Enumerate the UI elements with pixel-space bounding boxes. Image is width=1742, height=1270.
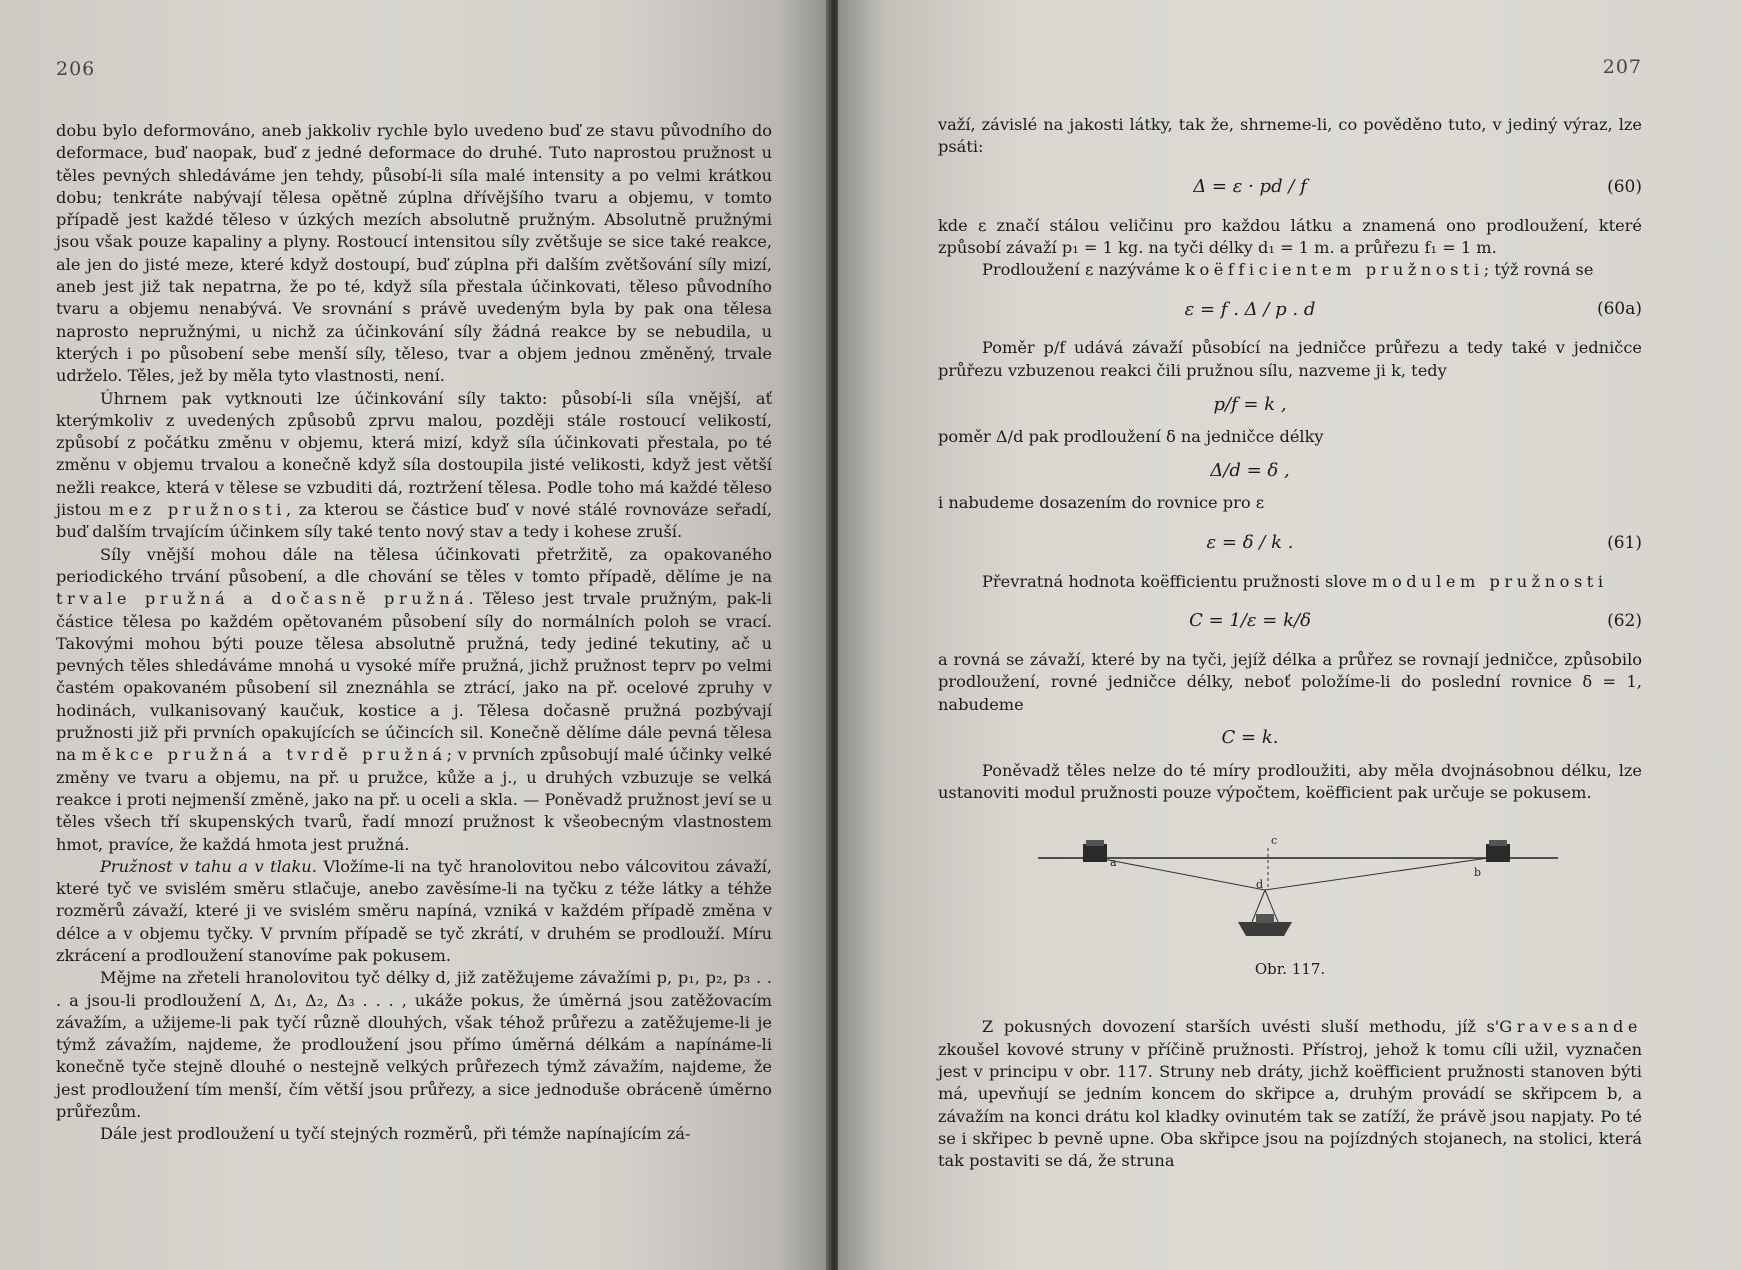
- paragraph: dobu bylo deformováno, aneb jakkoliv rychle bylo uvedeno buď ze stavu původního do deformace, buď naopak, buď z jedné deformace do druhé. Tuto naprostou pružnost u těles pevných shledáváme jen tehdy, působí-li síla malé intensity a po velmi krátkou dobu; tenkráte nabývají tělesa opětně zúplna dřívějšího tvaru a objemu, v tomto případě jest každé těleso v úzkých mezích absolutně pružným. Absolutně pružnými jsou však pouze kapaliny a plyny. Rostoucí intensitou síly zvětšuje se sice také reakce, ale jen do jisté meze, které když dostoupí, buď zúplna při dalším zvětšování síly mizí, aneb jest již tak nepatrna, že po té, když síla přestala účinkovati, těleso původního tvaru a objemu nenabývá. Ve srovnání s právě uvedeným byla by pak ona tělesa naprosto nepružnými, u nichž za účinkování síly žádná reakce by se nebudila, u kterých i po působení sebe menší síly, těleso, tvar a objem jednou změněný, trvale udrželo. Těles, jež by měla tyto vlastnosti, není.: [56, 121, 772, 386]
- equation-k: [938, 382, 1642, 426]
- text-run: Síly vnější mohou dále na tělesa účinkovati přetržitě, za opakovaného periodického trvání působení, a dle chování se těles v tomto případě, dělíme je na: [56, 544, 772, 586]
- weight: [1256, 914, 1274, 923]
- equation-text: ε = δ / k .: [1206, 532, 1294, 554]
- paragraph: a rovná se závaží, které by na tyči, jejíž délka a průřez se rovnají jedničce, způsobilo prodloužení, rovné jedničce délky, neboť položíme-li do poslední rovnice δ = 1, nabudeme: [938, 649, 1642, 714]
- clamp-a: [1083, 844, 1107, 862]
- spaced-term: Gravesande: [1499, 1017, 1642, 1037]
- equation-text: Δ = ε · pd / f: [1193, 176, 1307, 198]
- text-run: Úhrnem pak vytknouti lze účinkování síly takto: působí-li síla vnější, ať kterýmkoliv z uvedených způsobů zprvu malou, později stále rostoucí velikostí, způsobí z počátku změnu v objemu, která mizí, když síla účinkovati přestala, po té změnu v objemu trvalou a konečně když síla dostoupila jisté velikosti, když jest větší nežli reakce, která v tělese se vzbuditi dá, roztržení tělesa. Podle toho má každé těleso jistou: [56, 388, 772, 520]
- equation-number: (60): [1607, 176, 1642, 197]
- string-left: [1098, 858, 1265, 890]
- text-run: ; týž rovná se: [1483, 260, 1594, 280]
- equation-text: ε = f . Δ / p . d: [1184, 298, 1316, 320]
- equation-60a: [938, 281, 1642, 337]
- equation-number: (61): [1607, 532, 1642, 553]
- paragraph: [56, 388, 772, 544]
- text-run: . Těleso jest trvale pružným, pak-li částice tělesa po každém opětovaném působení síly do normálních poloh se vrací. Takovými mohou býti pouze tělesa absolutně pružná, tedy jediné tekutiny, ač u pevných těles shledáváme mnohá u vysoké míře pružná, jichž pružnost teprv po velmi častém opakovaném působení sil zneznáhla se ztrácí, jako na př. ocelové zpruhy v hodinách, vulkanisovaný kaučuk, kostice a j. Tělesa dočasně pružná pozbývají pružnosti již při prvních opakujících se účincích sil. Konečně dělíme dále pevná tělesa na: [56, 589, 772, 765]
- label-b: b: [1474, 866, 1482, 880]
- spaced-term: mez pružnosti: [108, 500, 286, 520]
- paragraph: kde ε značí stálou veličinu pro každou látku a znamená ono prodloužení, které způsobí závaží p₁ = 1 kg. na tyči délky d₁ = 1 m. a průřezu f₁ = 1 m.: [938, 215, 1642, 257]
- clamp-b-top: [1489, 840, 1507, 846]
- equation-text: p/f = k ,: [1213, 393, 1287, 415]
- equation-c: [938, 716, 1642, 760]
- text-run: Vložíme-li na tyč hranolovitou nebo válcovitou závaží, které tyč ve svislém směru stlačuje, anebo zavěsíme-li na tyčku z téže látky a téhže rozměrů závaží, které ji ve svislém směru napíná, vzniká v každém případě změna v délce a v objemu tyčky. V prvním případě se tyč zkrátí, v druhém se prodlouží. Míru zkrácení a prodloužení stanovíme pak pokusem.: [56, 856, 772, 965]
- equation-text: C = k.: [1221, 727, 1279, 749]
- section-heading: Pružnost v tahu a v tlaku.: [100, 856, 317, 876]
- clamp-a-top: [1086, 840, 1104, 846]
- spaced-term: modulem pružnosti: [1372, 571, 1608, 591]
- paragraph: Mějme na zřeteli hranolovitou tyč délky d, již zatěžujeme závažími p, p₁, p₂, p₃ . . . a jsou-li prodloužení Δ, Δ₁, Δ₂, Δ₃ . . . , ukáže pokus, že úměrná jsou zatěžovacím závažím, a užijeme-li pak tyčí různě dlouhých, však téhož průřezu a zatěžujeme-li je týmž závažím, najdeme, že prodloužení jsou přímo úměrná délkám a napínáme-li konečně tyče stejně dlouhé o nestejně velkých průřezech týmž závažím, najdeme, že jest prodloužení tím menší, čím větší jsou průřezy, a sice jednoduše obráceně úměrno průřezům.: [56, 968, 772, 1122]
- figure-117-drawing: [1038, 814, 1558, 949]
- paragraph: [938, 571, 1642, 593]
- equation-text: C = 1/ε = k/δ: [1189, 610, 1311, 632]
- equation-number: (60a): [1596, 299, 1642, 320]
- text-run: zkoušel kovové struny v příčině pružnosti. Přístroj, jehož k tomu cíli užil, vyznačen jest v principu v obr. 117. Struny neb dráty, jichž koëfficient pružnosti stanoven býti má, upevňují se jedním koncem do skřipce a, druhým provádí se skřipcem b, a závažím na konci drátu kol kladky ovinutém tak se zatíží, že právě jsou napjaty. Po té se i skřipec b pevně upne. Oba skřipce jsou na pojízdných stojanech, na stolici, která tak postaviti se dá, že struna: [938, 1039, 1642, 1171]
- paragraph: Poněvadž těles nelze do té míry prodloužiti, aby měla dvojnásobnou délku, lze ustanoviti modul pružnosti pouze výpočtem, koëfficient pak určuje se pokusem.: [938, 760, 1642, 803]
- spaced-term: trvale pružná a dočasně pružná: [56, 589, 469, 609]
- spaced-term: koëfficientem pružnosti: [1185, 260, 1484, 280]
- paragraph: važí, závislé na jakosti látky, tak že, shrneme-li, co pověděno tuto, v jediný výraz, lze psáti:: [938, 115, 1642, 157]
- text-run: Převratná hodnota koëfficientu pružnosti slove: [982, 571, 1367, 591]
- equation-60: [938, 159, 1642, 215]
- paragraph: i nabudeme dosazením do rovnice pro ε: [938, 493, 1265, 513]
- text-run: ; v prvních způsobují malé účinky velké změny ve tvaru a objemu, na př. u pružce, kůže a j., u druhých vzbuzuje se velká reakce i proti nejmenší změně, jako na př. u oceli a skla. — Poněvadž pružnost jeví se u těles všech tří skupenských tvarů, řadí mnozí pružnost k všeobecným vlastnostem hmot, pravíce, že každá hmota jest pružná.: [56, 745, 772, 854]
- paragraph: [938, 1016, 1642, 1172]
- string-right: [1265, 858, 1488, 890]
- paragraph: Dále jest prodloužení u tyčí stejných rozměrů, při témže napínajícím zá-: [100, 1124, 691, 1144]
- paragraph: [56, 856, 772, 967]
- figure-117: [938, 814, 1642, 964]
- equation-text: Δ/d = δ ,: [1210, 459, 1290, 481]
- text-run: , za kterou se částice buď v nové stálé rovnováze seřadí, buď dalším trvajícím účinkem síly také tento nový stav a tedy i kohese zruší.: [56, 500, 772, 542]
- equation-62: [938, 593, 1642, 649]
- clamp-b: [1486, 844, 1510, 862]
- equation-61: [938, 515, 1642, 571]
- right-page: [838, 0, 1742, 1270]
- page-number-right: 207: [1602, 56, 1642, 78]
- spaced-term: měkce pružná a tvrdě pružná: [81, 745, 447, 765]
- label-c: c: [1271, 834, 1278, 848]
- equation-delta: [938, 448, 1642, 492]
- left-page: [0, 0, 830, 1270]
- paragraph: poměr Δ/d pak prodloužení δ na jedničce délky: [938, 427, 1324, 447]
- label-d: d: [1256, 878, 1264, 892]
- label-a: a: [1110, 856, 1117, 870]
- figure-caption: Obr. 117.: [1254, 960, 1326, 979]
- text-run: Z pokusných dovození starších uvésti sluší methodu, jíž s': [982, 1017, 1500, 1037]
- paragraph: Poměr p/f udává závaží působící na jedničce průřezu a tedy také v jedničce průřezu vzbuzenou reakci čili pružnou sílu, nazveme ji k, tedy: [938, 338, 1642, 380]
- paragraph: [938, 259, 1642, 281]
- equation-number: (62): [1607, 610, 1642, 631]
- paragraph: [56, 544, 772, 856]
- text-run: Prodloužení ε nazýváme: [982, 260, 1180, 280]
- weight-pan: [1238, 922, 1292, 936]
- page-number-left: 206: [56, 58, 96, 80]
